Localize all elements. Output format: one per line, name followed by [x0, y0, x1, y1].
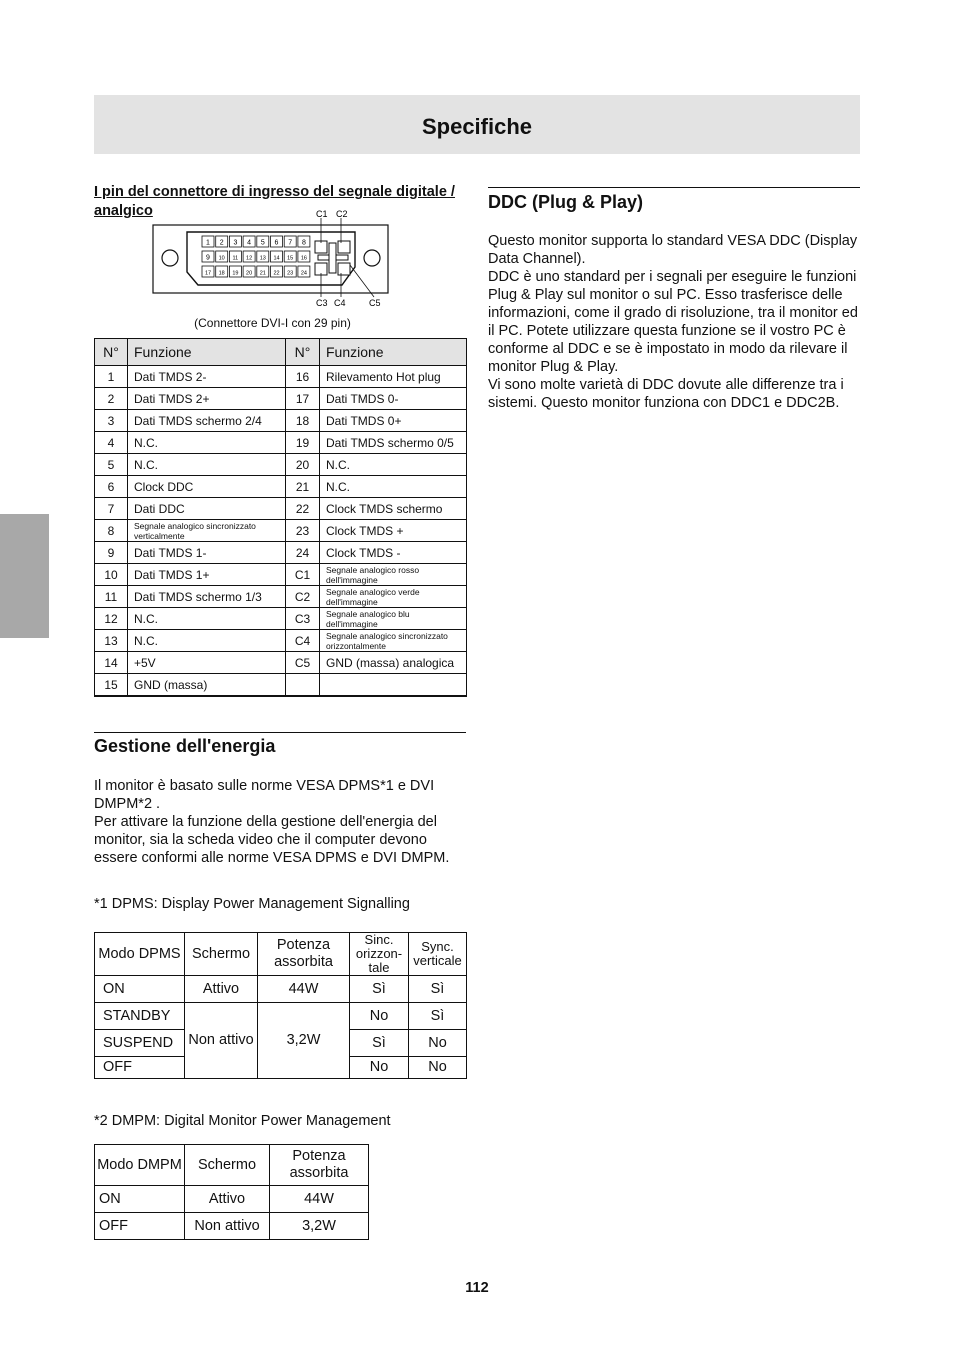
connector-pin-number: 10: [218, 255, 225, 262]
ddc-body: [488, 232, 860, 412]
connector-pin-number: 9: [206, 254, 210, 262]
connector-pin-number: 7: [288, 239, 293, 247]
dmpm-mode: ON: [95, 1186, 185, 1213]
pin-number-cell: 9: [95, 542, 128, 564]
dpms-mode: ON: [95, 976, 185, 1003]
pin-function-cell: N.C.: [128, 608, 286, 630]
pin-function-cell: Dati TMDS 1-: [128, 542, 286, 564]
pin-function-cell: Dati TMDS schermo 2/4: [128, 410, 286, 432]
energy-para-2: Per attivare la funzione della gestione dell'energia del monitor, sia la scheda video che il computer devono essere conformi alle norme VESA DPMS e DVI DMPM.: [94, 814, 450, 866]
pin-function-cell: Segnale analogico verde dell'immagine: [320, 586, 467, 608]
energy-section-rule: [94, 732, 466, 733]
pin-number-cell: C4: [286, 630, 320, 652]
label-c1: C1: [316, 209, 328, 219]
pin-function-cell: Dati TMDS schermo 0/5: [320, 432, 467, 454]
dmpm-header-screen: Schermo: [185, 1145, 270, 1186]
ddc-section-rule: [488, 187, 860, 188]
pin-table-row: [95, 498, 467, 520]
col-header-function-right: Funzione: [320, 339, 467, 366]
pin-function-cell: N.C.: [128, 630, 286, 652]
dpms-mode: STANDBY: [95, 1003, 185, 1030]
energy-section-title: Gestione dell'energia: [94, 736, 276, 756]
connector-pin-number: 1: [206, 239, 210, 247]
connector-pin-number: 15: [287, 255, 294, 262]
pin-function-cell: Dati TMDS 2+: [128, 388, 286, 410]
pin-table-row: [95, 630, 467, 652]
dpms-footnote: *1 DPMS: Display Power Management Signalling: [94, 896, 410, 912]
dmpm-screen: Attivo: [185, 1186, 270, 1213]
dpms-hsync: No: [350, 1057, 409, 1079]
dpms-header-power: Potenza assorbita: [258, 933, 350, 976]
pin-function-cell: Segnale analogico rosso dell'immagine: [320, 564, 467, 586]
pin-function-cell: Dati DDC: [128, 498, 286, 520]
pin-function-cell: Dati TMDS 2-: [128, 366, 286, 388]
pin-function-cell: N.C.: [128, 432, 286, 454]
dpms-vsync: No: [409, 1057, 467, 1079]
label-c2: C2: [336, 209, 348, 219]
pin-table: [94, 338, 467, 697]
dmpm-mode: OFF: [95, 1213, 185, 1240]
connector-pin-number: 19: [232, 270, 239, 277]
dpms-power: 44W: [258, 976, 350, 1003]
analog-pin-area: [315, 241, 350, 275]
pin-table-row: [95, 520, 467, 542]
connector-pin-number: 3: [233, 239, 238, 247]
dmpm-row-on: [95, 1186, 369, 1213]
dpms-hsync: Sì: [350, 1030, 409, 1057]
dpms-hsync: No: [350, 1003, 409, 1030]
pin-number-cell: 24: [286, 542, 320, 564]
dmpm-power: 44W: [270, 1186, 369, 1213]
pin-number-cell: C1: [286, 564, 320, 586]
col-header-num-left: N°: [95, 339, 128, 366]
connector-pin-number: 21: [259, 270, 266, 277]
pin-function-cell: Dati TMDS 0+: [320, 410, 467, 432]
dpms-mode: SUSPEND: [95, 1030, 185, 1057]
pin-table-row: [95, 454, 467, 476]
pin-table-row: [95, 366, 467, 388]
connector-pin-number: 4: [247, 239, 252, 247]
pin-number-cell: 11: [95, 586, 128, 608]
dpms-vsync: Sì: [409, 1003, 467, 1030]
dmpm-header-power: Potenza assorbita: [270, 1145, 369, 1186]
dpms-screen-shared: Non attivo: [185, 1003, 258, 1079]
pin-number-cell: C3: [286, 608, 320, 630]
pin-number-cell: 1: [95, 366, 128, 388]
label-c4: C4: [334, 298, 346, 308]
pin-table-row: [95, 476, 467, 498]
dpms-row-standby: [95, 1003, 467, 1030]
energy-intro: [94, 777, 466, 867]
dmpm-power: 3,2W: [270, 1213, 369, 1240]
dvi-connector-diagram: [150, 205, 395, 311]
pin-function-cell: +5V: [128, 652, 286, 674]
pin-function-cell: Rilevamento Hot plug: [320, 366, 467, 388]
dpms-header-screen: Schermo: [185, 933, 258, 976]
ddc-para-3: Vi sono molte varietà di DDC dovute alle differenze tra i sistemi. Questo monitor funziona con DDC1 e DDC2B.: [488, 377, 844, 411]
ddc-para-2: DDC è uno standard per i segnali per eseguire le funzioni Plug & Play sul monitor o sul PC. Esso trasferisce delle informazioni, come il grado di risoluzione, tra il monitor ed il PC. Potete utilizzare questa funzione se il vostro PC è conforme al DDC e se è impostato in modo da rilevare il monitor Plug & Play.: [488, 269, 858, 375]
pin-table-row: [95, 586, 467, 608]
dpms-header-vsync: Sync. verticale: [409, 933, 467, 976]
pin-number-cell: 12: [95, 608, 128, 630]
pin-function-cell: Clock TMDS -: [320, 542, 467, 564]
pin-table-row: [95, 432, 467, 454]
pin-number-cell: C2: [286, 586, 320, 608]
pin-number-cell: 22: [286, 498, 320, 520]
pin-number-cell: 7: [95, 498, 128, 520]
label-c5: C5: [369, 298, 381, 308]
pin-function-cell: Segnale analogico blu dell'immagine: [320, 608, 467, 630]
dmpm-row-off: [95, 1213, 369, 1240]
pin-function-cell: N.C.: [128, 454, 286, 476]
col-header-num-right: N°: [286, 339, 320, 366]
pin-number-cell: 14: [95, 652, 128, 674]
connector-pin-number: 8: [301, 239, 306, 247]
connector-pin-number: 18: [218, 270, 225, 277]
screw-hole-left: [162, 250, 178, 266]
pin-table-row: [95, 388, 467, 410]
dpms-header-mode: Modo DPMS: [95, 933, 185, 976]
dpms-row-on: [95, 976, 467, 1003]
dmpm-header-row: [95, 1145, 369, 1186]
dpms-screen: Attivo: [185, 976, 258, 1003]
pin-function-cell: Dati TMDS schermo 1/3: [128, 586, 286, 608]
pin-table-row: [95, 608, 467, 630]
pin-number-cell: 5: [95, 454, 128, 476]
pin-number-cell: 23: [286, 520, 320, 542]
dmpm-table: [94, 1144, 369, 1240]
pin-function-cell: Clock DDC: [128, 476, 286, 498]
pin-table-row: [95, 674, 467, 697]
energy-para-1: Il monitor è basato sulle norme VESA DPMS*1 e DVI DMPM*2 .: [94, 778, 435, 812]
pin-table-header-row: [95, 339, 467, 366]
connector-pin-number: 11: [232, 255, 239, 262]
connector-pin-number: 23: [287, 270, 294, 277]
pin-function-cell: Clock TMDS +: [320, 520, 467, 542]
pin-number-cell: [286, 674, 320, 697]
dmpm-header-mode: Modo DMPM: [95, 1145, 185, 1186]
pin-table-row: [95, 564, 467, 586]
pin-number-cell: 16: [286, 366, 320, 388]
pin-number-cell: 19: [286, 432, 320, 454]
pin-function-cell: GND (massa) analogica: [320, 652, 467, 674]
connector-pin-number: 6: [274, 239, 279, 247]
dmpm-screen: Non attivo: [185, 1213, 270, 1240]
pin-number-cell: 18: [286, 410, 320, 432]
pin-number-cell: 15: [95, 674, 128, 697]
pin-function-cell: Segnale analogico sincronizzato orizzontalmente: [320, 630, 467, 652]
screw-hole-right: [364, 250, 380, 266]
connector-pin-number: 12: [246, 255, 253, 262]
connector-pin-number: 14: [273, 255, 280, 262]
pin-table-row: [95, 542, 467, 564]
connector-pin-number: 5: [260, 239, 265, 247]
pin-number-cell: 4: [95, 432, 128, 454]
label-c3: C3: [316, 298, 328, 308]
connector-pin-number: 20: [246, 270, 253, 277]
pin-function-cell: [320, 674, 467, 697]
pin-number-cell: 20: [286, 454, 320, 476]
page-number: 112: [465, 1280, 489, 1296]
header-band: [94, 95, 860, 154]
dpms-header-row: [95, 933, 467, 976]
pin-function-cell: GND (massa): [128, 674, 286, 697]
dpms-vsync: No: [409, 1030, 467, 1057]
pin-number-cell: 13: [95, 630, 128, 652]
side-tab-marker: [0, 514, 49, 638]
pin-number-cell: 10: [95, 564, 128, 586]
dpms-table: [94, 932, 467, 1079]
pin-number-cell: 8: [95, 520, 128, 542]
connector-pin-number: 2: [219, 239, 224, 247]
page-title: Specifiche: [421, 114, 533, 139]
pin-table-row: [95, 652, 467, 674]
connector-caption: (Connettore DVI-I con 29 pin): [194, 316, 351, 330]
pin-function-cell: Dati TMDS 0-: [320, 388, 467, 410]
pin-number-cell: 17: [286, 388, 320, 410]
pin-section-heading: I pin del connettore di ingresso del segnale digitale / analgico: [94, 184, 455, 219]
connector-pin-number: 13: [259, 255, 266, 262]
pin-number-cell: 21: [286, 476, 320, 498]
connector-pin-number: 16: [300, 255, 307, 262]
connector-pin-number: 24: [300, 270, 307, 277]
connector-pin-number: 22: [273, 270, 280, 277]
dpms-mode: OFF: [95, 1057, 185, 1079]
pin-function-cell: N.C.: [320, 476, 467, 498]
col-header-function-left: Funzione: [128, 339, 286, 366]
pin-function-cell: N.C.: [320, 454, 467, 476]
pin-number-cell: 3: [95, 410, 128, 432]
pin-number-cell: C5: [286, 652, 320, 674]
ddc-para-1: Questo monitor supporta lo standard VESA DDC (Display Data Channel).: [488, 233, 858, 267]
pin-table-row: [95, 410, 467, 432]
dpms-vsync: Sì: [409, 976, 467, 1003]
pin-number-cell: 2: [95, 388, 128, 410]
connector-pin-number: 17: [204, 270, 212, 277]
pin-number-cell: 6: [95, 476, 128, 498]
ddc-section-title: DDC (Plug & Play): [488, 192, 644, 212]
dmpm-footnote: *2 DMPM: Digital Monitor Power Management: [94, 1113, 391, 1129]
dpms-power-shared: 3,2W: [258, 1003, 350, 1079]
dpms-hsync: Sì: [350, 976, 409, 1003]
pin-function-cell: Dati TMDS 1+: [128, 564, 286, 586]
pin-function-cell: Clock TMDS schermo: [320, 498, 467, 520]
pin-function-cell: Segnale analogico sincronizzato verticalmente: [128, 520, 286, 542]
dpms-header-hsync: Sinc. orizzon-tale: [350, 933, 409, 976]
